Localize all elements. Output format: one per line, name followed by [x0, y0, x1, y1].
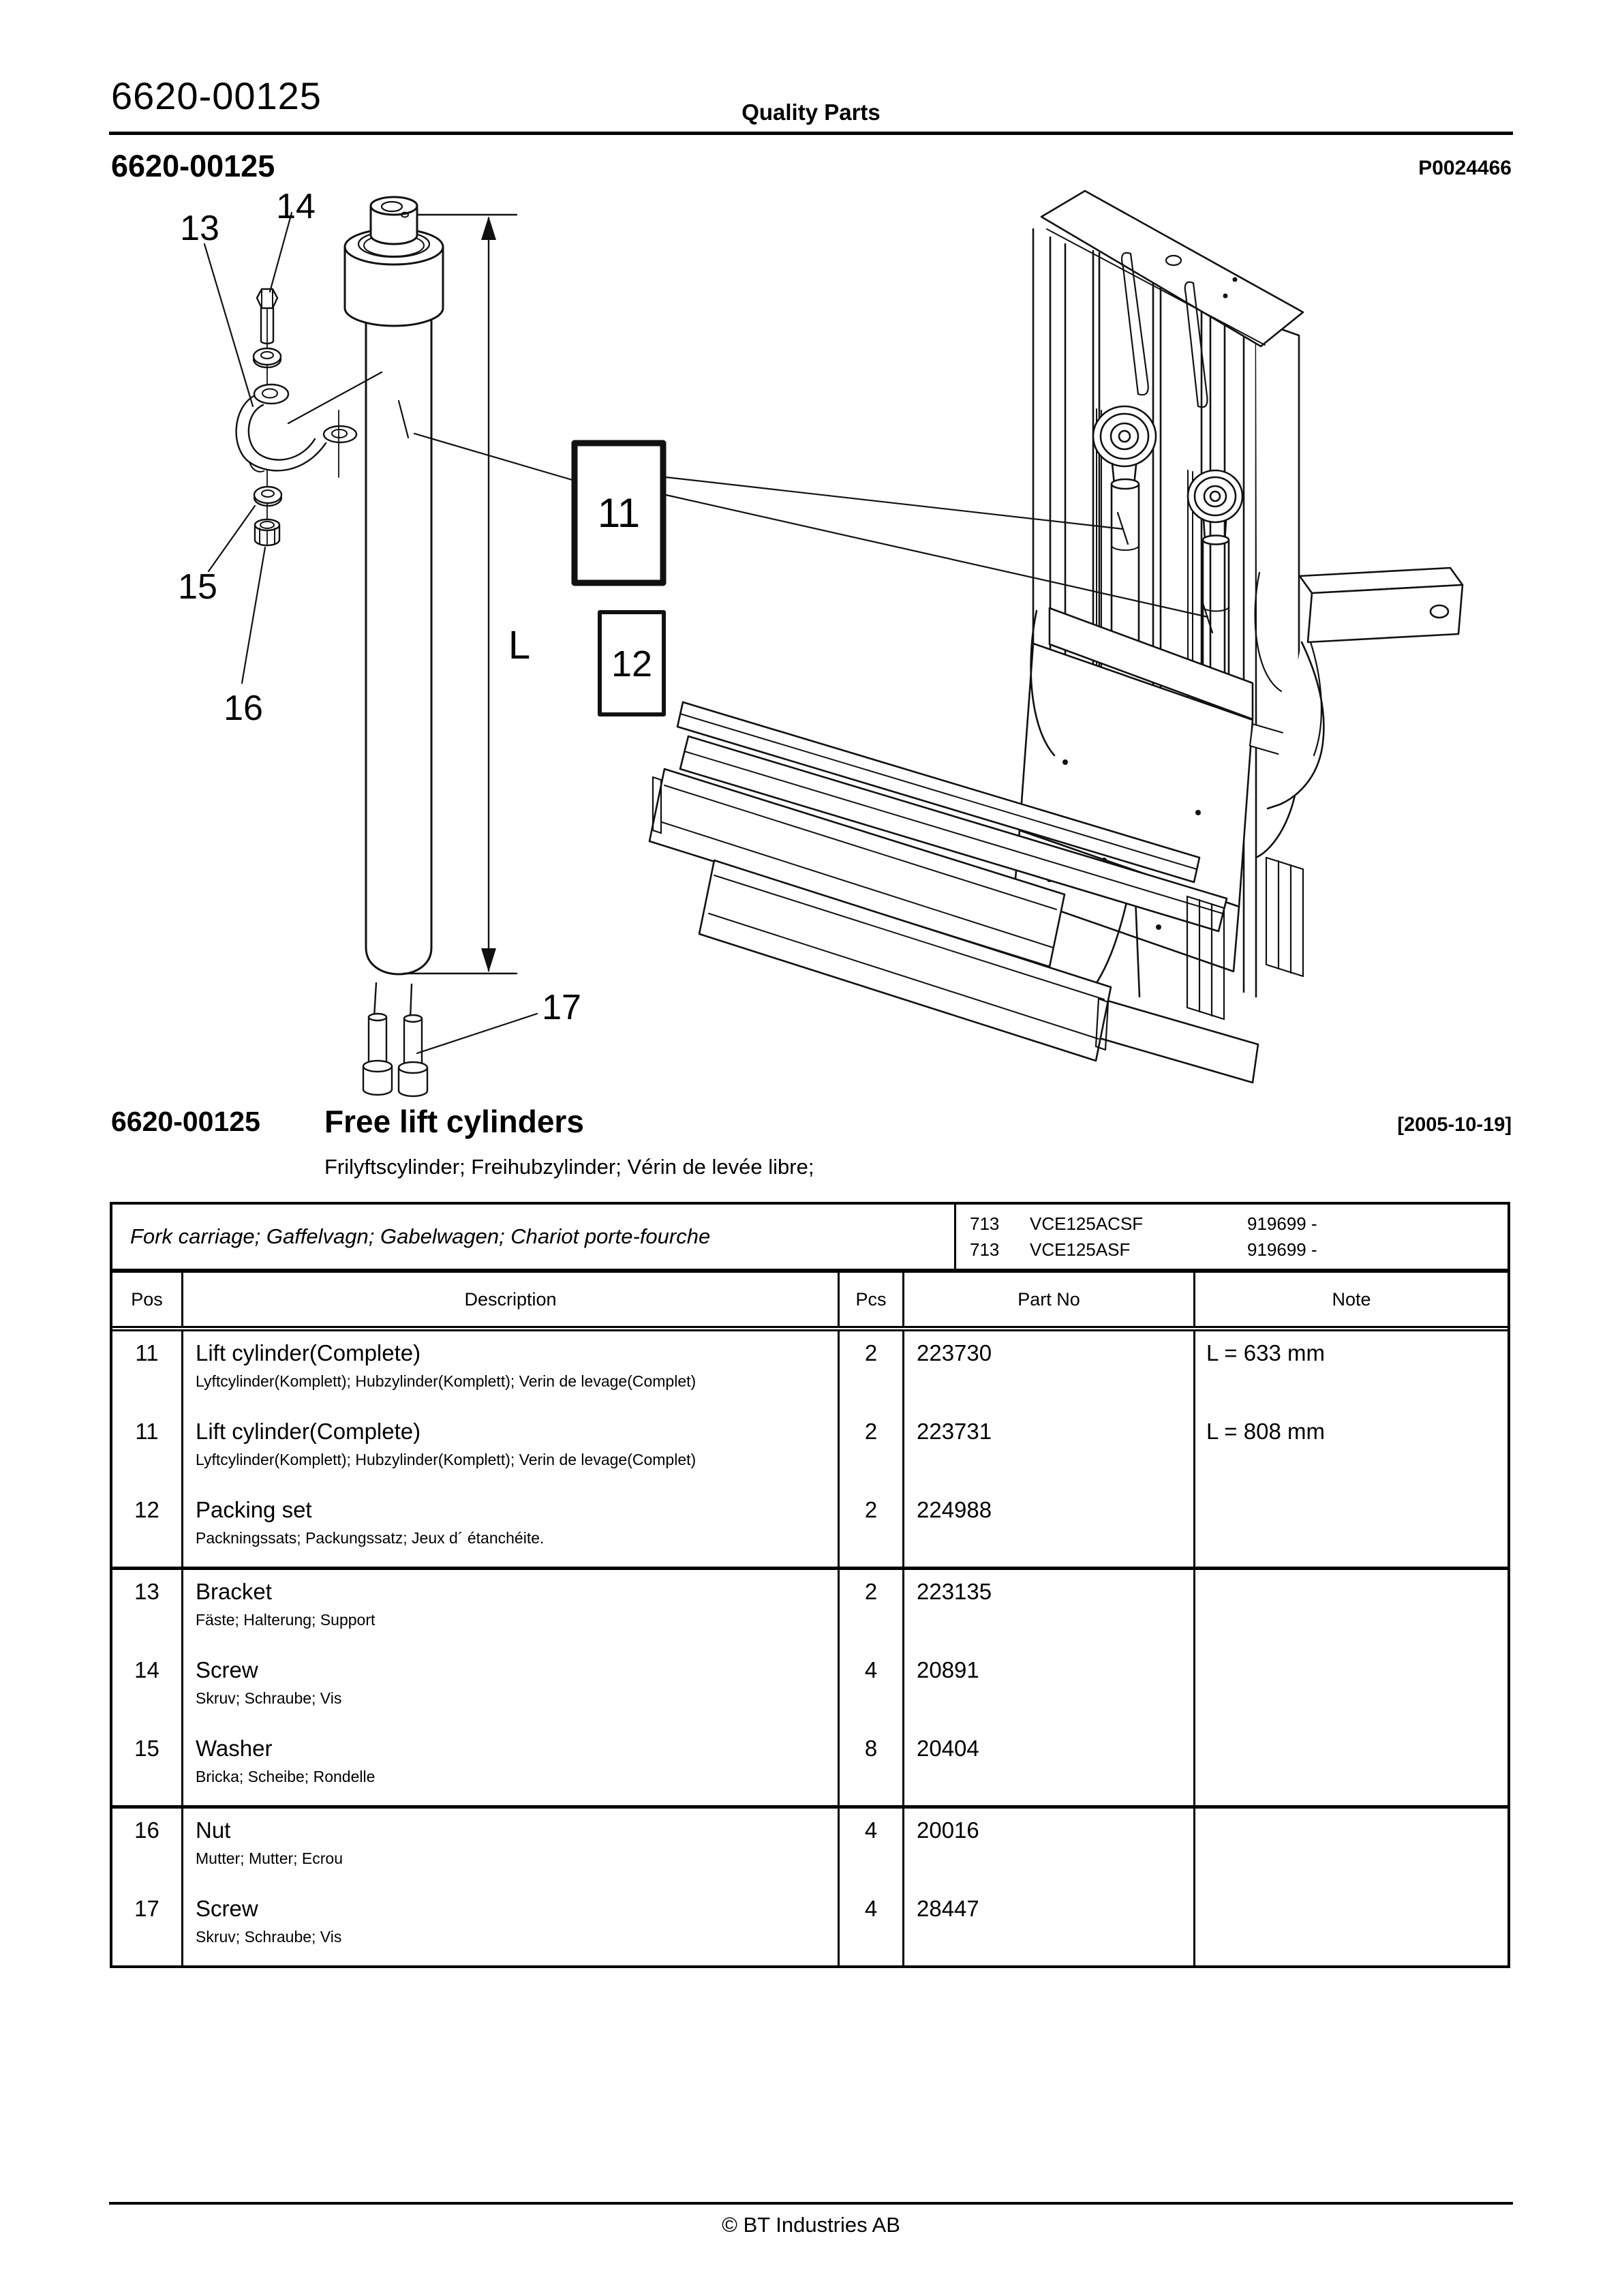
table-row	[112, 1331, 1508, 1410]
table-row	[112, 1809, 1508, 1887]
callout-16: 16	[224, 689, 263, 728]
cell-pcs: 4	[840, 1809, 904, 1887]
cell-part-no: 20016	[904, 1809, 1195, 1887]
parts-group	[112, 1805, 1508, 1965]
header-center-title: Quality Parts	[741, 100, 881, 125]
footer-rule	[109, 2202, 1513, 2205]
callout-14: 14	[276, 187, 316, 226]
column-header-part-no: Part No	[904, 1273, 1195, 1326]
description-translations: Packningssats; Packungssatz; Jeux d´ étanchéite.	[196, 1529, 545, 1547]
scope-title: Fork carriage; Gaffelvagn; Gabelwagen; Chariot porte-fourche	[112, 1205, 956, 1269]
model-name: VCE125ASF	[1030, 1239, 1131, 1260]
fork-carriage-drawing	[649, 191, 1463, 1083]
column-header-pos: Pos	[112, 1273, 183, 1326]
description-main: Screw	[196, 1896, 258, 1921]
table-row	[112, 1410, 1508, 1488]
cell-part-no: 224988	[904, 1488, 1195, 1567]
cell-note	[1195, 1809, 1508, 1887]
parts-group	[112, 1567, 1508, 1805]
model-line	[970, 1213, 1508, 1235]
section-date: [2005-10-19]	[1397, 1114, 1512, 1136]
model-name: VCE125ACSF	[1030, 1213, 1144, 1234]
cell-note	[1195, 1887, 1508, 1965]
cell-description	[183, 1727, 840, 1805]
cell-description	[183, 1648, 840, 1727]
cell-description	[183, 1809, 840, 1887]
description-translations: Lyftcylinder(Komplett); Hubzylinder(Komplett); Verin de levage(Complet)	[196, 1451, 697, 1468]
column-header-description: Description	[183, 1273, 840, 1326]
cell-pos: 17	[112, 1887, 183, 1965]
cell-note	[1195, 1727, 1508, 1805]
description-main: Washer	[196, 1736, 273, 1761]
exploded-view-diagram	[109, 181, 1520, 1101]
cell-pcs: 2	[840, 1410, 904, 1488]
cell-pcs: 2	[840, 1570, 904, 1648]
cell-part-no: 223135	[904, 1570, 1195, 1648]
cell-pos: 13	[112, 1570, 183, 1648]
cell-pos: 11	[112, 1331, 183, 1410]
cell-pcs: 2	[840, 1331, 904, 1410]
table-row	[112, 1648, 1508, 1727]
description-main: Bracket	[196, 1579, 272, 1604]
description-main: Packing set	[196, 1497, 312, 1522]
cell-pos: 12	[112, 1488, 183, 1567]
description-main: Nut	[196, 1817, 231, 1843]
cell-pos: 15	[112, 1727, 183, 1805]
callout-11: 11	[597, 490, 641, 536]
page-part-number: 6620-00125	[111, 149, 275, 183]
description-main: Lift cylinder(Complete)	[196, 1419, 421, 1444]
cell-pos: 16	[112, 1809, 183, 1887]
model-code: 713	[970, 1213, 1000, 1234]
section-subtitle: Frilyftscylinder; Freihubzylinder; Vérin de levée libre;	[324, 1155, 814, 1179]
model-line	[970, 1239, 1508, 1260]
parts-group	[112, 1331, 1508, 1567]
table-header-row	[112, 1273, 1508, 1331]
cell-description	[183, 1887, 840, 1965]
cell-note	[1195, 1648, 1508, 1727]
doc-number: 6620-00125	[111, 74, 322, 117]
section-title: Free lift cylinders	[324, 1104, 584, 1139]
description-translations: Mutter; Mutter; Ecrou	[196, 1849, 343, 1867]
model-serial: 919699 -	[1247, 1213, 1317, 1234]
description-translations: Skruv; Schraube; Vis	[196, 1689, 342, 1707]
cell-pcs: 2	[840, 1488, 904, 1567]
cell-description	[183, 1488, 840, 1567]
description-main: Screw	[196, 1657, 258, 1682]
dimension-label: L	[508, 623, 531, 667]
cell-pcs: 4	[840, 1887, 904, 1965]
column-header-note: Note	[1332, 1288, 1371, 1310]
cell-part-no: 20891	[904, 1648, 1195, 1727]
description-translations: Lyftcylinder(Komplett); Hubzylinder(Komplett); Verin de levage(Complet)	[196, 1372, 697, 1390]
figure-reference: P0024466	[1418, 157, 1512, 179]
callout-13: 13	[180, 209, 219, 248]
cell-part-no: 28447	[904, 1887, 1195, 1965]
cell-part-no: 223731	[904, 1410, 1195, 1488]
cell-pos: 14	[112, 1648, 183, 1727]
section-part-number: 6620-00125	[111, 1106, 260, 1137]
callout-15: 15	[178, 567, 217, 607]
cell-pos: 11	[112, 1410, 183, 1488]
table-scope-row	[112, 1205, 1508, 1273]
table-row	[112, 1887, 1508, 1965]
cell-part-no: 20404	[904, 1727, 1195, 1805]
parts-table	[110, 1202, 1510, 1968]
cell-part-no: 223730	[904, 1331, 1195, 1410]
cell-description	[183, 1410, 840, 1488]
cell-note: L = 808 mm	[1206, 1419, 1325, 1444]
lift-cylinder-drawing	[345, 197, 517, 1096]
cell-description	[183, 1331, 840, 1410]
column-header-pcs: Pcs	[840, 1273, 904, 1326]
cell-note	[1195, 1488, 1508, 1567]
model-serial: 919699 -	[1247, 1239, 1317, 1260]
cell-note: L = 633 mm	[1206, 1340, 1325, 1365]
description-translations: Bricka; Scheibe; Rondelle	[196, 1768, 376, 1785]
callout-12: 12	[611, 644, 653, 684]
table-row	[112, 1488, 1508, 1567]
scope-models	[956, 1205, 1508, 1269]
footer-copyright: © BT Industries AB	[722, 2213, 900, 2237]
description-main: Lift cylinder(Complete)	[196, 1340, 421, 1365]
description-translations: Skruv; Schraube; Vis	[196, 1928, 342, 1946]
description-translations: Fäste; Halterung; Support	[196, 1611, 376, 1629]
cell-description	[183, 1570, 840, 1648]
table-row	[112, 1727, 1508, 1805]
table-row	[112, 1570, 1508, 1648]
cell-pcs: 8	[840, 1727, 904, 1805]
cell-pcs: 4	[840, 1648, 904, 1727]
cell-note	[1195, 1570, 1508, 1648]
header-rule	[109, 132, 1513, 135]
model-code: 713	[970, 1239, 1000, 1260]
parts-table-body	[112, 1331, 1508, 1965]
callout-17: 17	[542, 988, 581, 1027]
